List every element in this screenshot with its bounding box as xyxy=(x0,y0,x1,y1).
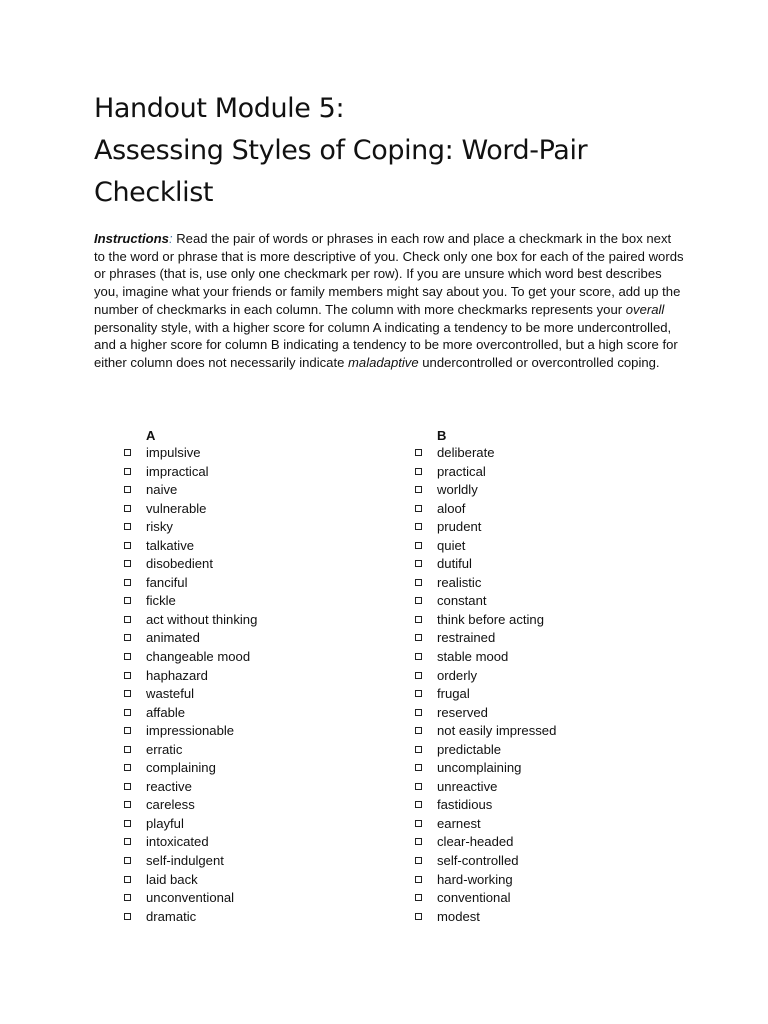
instructions-emphasis-overall: overall xyxy=(625,301,665,317)
column-a-word-label: talkative xyxy=(146,537,195,553)
checkbox[interactable] xyxy=(415,505,422,512)
column-a-word-label: haphazard xyxy=(146,667,208,683)
column-a-list-item xyxy=(122,537,382,556)
column-b-list-item xyxy=(413,871,673,890)
column-b-list-item xyxy=(413,629,673,648)
column-b-list-item xyxy=(413,648,673,667)
column-a-list-item xyxy=(122,889,382,908)
column-a-list-item xyxy=(122,500,382,519)
column-a-list-item xyxy=(122,833,382,852)
checkbox[interactable] xyxy=(415,486,422,493)
column-b-list-item xyxy=(413,518,673,537)
column-a-word-label: impressionable xyxy=(146,723,235,739)
checkbox[interactable] xyxy=(124,597,131,604)
checkbox[interactable] xyxy=(415,653,422,660)
column-b-word-label: unreactive xyxy=(437,778,498,794)
column-b-header: B xyxy=(437,428,447,443)
column-a-word-label: affable xyxy=(146,704,186,720)
column-b-word-label: modest xyxy=(437,908,480,924)
checkbox[interactable] xyxy=(124,560,131,567)
checkbox[interactable] xyxy=(124,801,131,808)
instructions-text-1: Read the pair of words or phrases in each row and place a checkmark in the box next to the word or phrase that is more descriptive of you. Check only one box for each of the paired words or phrases (that is, use only one checkmark per row). If you are unsure which word best describes you, imagine what your friends or family members might say about you. To get your score, add up the number of checkmarks in each column. The column with more checkmarks represents your xyxy=(94,231,684,317)
column-a-word-label: impulsive xyxy=(146,445,201,460)
column-b-word-label: quiet xyxy=(437,537,466,553)
column-b-list-item xyxy=(413,555,673,574)
checkbox[interactable] xyxy=(415,857,422,864)
column-b-list-item xyxy=(413,889,673,908)
column-a-list-item xyxy=(122,908,382,927)
column-a-list-item xyxy=(122,648,382,667)
checkbox[interactable] xyxy=(415,709,422,716)
column-b-word-label: clear-headed xyxy=(437,834,514,850)
checkbox[interactable] xyxy=(124,449,131,456)
checkbox[interactable] xyxy=(415,727,422,734)
column-a-list-item xyxy=(122,759,382,778)
checkbox[interactable] xyxy=(124,746,131,753)
column-a-list-item xyxy=(122,629,382,648)
column-b-list-item xyxy=(413,685,673,704)
column-a-list-item xyxy=(122,555,382,574)
checkbox[interactable] xyxy=(415,634,422,641)
checkbox[interactable] xyxy=(124,672,131,679)
column-b-word-label: self-controlled xyxy=(437,853,519,869)
instructions-text-3: undercontrolled or overcontrolled coping. xyxy=(418,354,660,370)
column-b-list-item xyxy=(413,778,673,797)
checkbox[interactable] xyxy=(124,690,131,697)
column-a-word-label: disobedient xyxy=(146,556,213,572)
column-b-list-item xyxy=(413,908,673,927)
column-b-list-item xyxy=(413,741,673,760)
column-a-word-label: fanciful xyxy=(146,574,188,590)
checkbox[interactable] xyxy=(124,838,131,845)
column-a-word-label: risky xyxy=(146,519,173,535)
column-a-word-label: fickle xyxy=(146,593,176,609)
column-b-list-item xyxy=(413,815,673,834)
checkbox[interactable] xyxy=(124,653,131,660)
column-a-word-label: intoxicated xyxy=(146,834,209,850)
column-a-word-label: animated xyxy=(146,630,200,646)
column-a-word-label: erratic xyxy=(146,741,183,757)
column-a-list-item xyxy=(122,778,382,797)
checkbox[interactable] xyxy=(415,542,422,549)
checkbox[interactable] xyxy=(415,876,422,883)
checkbox[interactable] xyxy=(124,894,131,901)
checkbox[interactable] xyxy=(415,579,422,586)
column-b-list xyxy=(413,444,673,926)
column-a-list-item xyxy=(122,592,382,611)
column-a-list xyxy=(122,444,382,926)
column-b-list-item xyxy=(413,722,673,741)
column-b-word-label: frugal xyxy=(437,686,470,702)
column-a-list-item xyxy=(122,611,382,630)
checkbox[interactable] xyxy=(124,913,131,920)
title-line-1: Handout Module 5: xyxy=(94,93,345,124)
column-a-word-label: careless xyxy=(146,797,195,813)
column-a-word-label: laid back xyxy=(146,871,198,887)
checkbox[interactable] xyxy=(415,523,422,530)
column-a-list-item xyxy=(122,741,382,760)
column-b-word-label: reserved xyxy=(437,704,488,720)
checkbox[interactable] xyxy=(124,783,131,790)
checkbox[interactable] xyxy=(124,727,131,734)
column-b-list-item xyxy=(413,759,673,778)
column-b-list-item xyxy=(413,444,673,463)
column-a-list-item xyxy=(122,796,382,815)
column-b-word-label: stable mood xyxy=(437,649,509,665)
checkbox[interactable] xyxy=(415,560,422,567)
column-b-word-label: hard-working xyxy=(437,871,513,887)
checkbox[interactable] xyxy=(415,672,422,679)
checkbox[interactable] xyxy=(124,542,131,549)
column-a-list-item xyxy=(122,871,382,890)
column-b-word-label: predictable xyxy=(437,741,502,757)
column-b-word-label: constant xyxy=(437,593,487,609)
column-b-list-item xyxy=(413,667,673,686)
checkbox[interactable] xyxy=(415,468,422,475)
column-a-list-item xyxy=(122,704,382,723)
instructions-label: Instructions xyxy=(94,231,169,246)
column-b-word-label: aloof xyxy=(437,500,466,516)
checkbox[interactable] xyxy=(124,505,131,512)
column-a-list-item xyxy=(122,685,382,704)
checkbox[interactable] xyxy=(415,894,422,901)
checkbox[interactable] xyxy=(415,820,422,827)
checkbox[interactable] xyxy=(124,709,131,716)
column-a-word-label: complaining xyxy=(146,760,216,776)
column-b-word-label: earnest xyxy=(437,815,481,831)
column-b-word-label: fastidious xyxy=(437,797,493,813)
column-b-list-item xyxy=(413,592,673,611)
column-b-word-label: dutiful xyxy=(437,556,472,572)
column-a-list-item xyxy=(122,518,382,537)
column-b-list-item xyxy=(413,704,673,723)
column-b-word-label: think before acting xyxy=(437,611,545,627)
checkbox[interactable] xyxy=(415,597,422,604)
column-b-list-item xyxy=(413,481,673,500)
column-b-list-item xyxy=(413,500,673,519)
column-b-word-label: orderly xyxy=(437,667,478,683)
column-b-word-label: not easily impressed xyxy=(437,723,557,739)
column-a-list-item xyxy=(122,463,382,482)
checkbox[interactable] xyxy=(124,764,131,771)
column-b-list-item xyxy=(413,537,673,556)
checkbox[interactable] xyxy=(415,783,422,790)
checkbox[interactable] xyxy=(124,820,131,827)
column-a-word-label: reactive xyxy=(146,778,192,794)
checkbox[interactable] xyxy=(124,616,131,623)
checkbox[interactable] xyxy=(415,616,422,623)
column-b-word-label: practical xyxy=(437,463,486,479)
checkbox[interactable] xyxy=(124,857,131,864)
column-b-word-label: deliberate xyxy=(437,445,495,460)
column-b-word-label: conventional xyxy=(437,890,511,906)
column-a-word-label: dramatic xyxy=(146,908,197,924)
column-b-list-item xyxy=(413,463,673,482)
checkbox[interactable] xyxy=(415,690,422,697)
checkbox[interactable] xyxy=(415,913,422,920)
checkbox[interactable] xyxy=(124,486,131,493)
checkbox[interactable] xyxy=(415,801,422,808)
checkbox[interactable] xyxy=(415,764,422,771)
instructions-text-2: personality style, with a higher score for column A indicating a tendency to be more undercontrolled, and a higher score for column B indicating a tendency to be more overcontrolled, but a high score for either column does not necessarily indicate xyxy=(94,319,678,370)
column-b-list-item xyxy=(413,611,673,630)
page-title xyxy=(94,88,694,214)
column-a-list-item xyxy=(122,722,382,741)
checkbox[interactable] xyxy=(124,579,131,586)
checkbox[interactable] xyxy=(124,523,131,530)
column-a-word-label: impractical xyxy=(146,463,209,479)
column-a-word-label: naive xyxy=(146,482,178,498)
column-a-header: A xyxy=(146,428,156,443)
column-a-word-label: wasteful xyxy=(146,686,195,702)
column-a-word-label: vulnerable xyxy=(146,500,207,516)
instructions-emphasis-maladaptive: maladaptive xyxy=(348,354,419,370)
column-b-list-item xyxy=(413,833,673,852)
checkbox[interactable] xyxy=(415,746,422,753)
column-a-word-label: self-indulgent xyxy=(146,853,224,869)
checkbox[interactable] xyxy=(415,838,422,845)
column-b-list-item xyxy=(413,852,673,871)
column-a-list-item xyxy=(122,481,382,500)
title-line-2: Assessing Styles of Coping: Word-Pair xyxy=(94,135,588,166)
column-a-word-label: playful xyxy=(146,815,184,831)
checkbox[interactable] xyxy=(124,876,131,883)
column-a-list-item xyxy=(122,667,382,686)
column-a-list-item xyxy=(122,852,382,871)
column-a-word-label: act without thinking xyxy=(146,611,258,627)
column-b-word-label: prudent xyxy=(437,519,482,535)
column-a-word-label: changeable mood xyxy=(146,649,251,665)
column-b-word-label: restrained xyxy=(437,630,496,646)
column-b-word-label: uncomplaining xyxy=(437,760,522,776)
checkbox[interactable] xyxy=(124,634,131,641)
title-line-3: Checklist xyxy=(94,177,214,208)
column-b-word-label: worldly xyxy=(437,482,478,498)
column-a-list-item xyxy=(122,815,382,834)
checkbox[interactable] xyxy=(124,468,131,475)
column-b-list-item xyxy=(413,796,673,815)
column-b-list-item xyxy=(413,574,673,593)
checkbox[interactable] xyxy=(415,449,422,456)
column-a-word-label: unconventional xyxy=(146,890,235,906)
instructions-colon: : xyxy=(168,231,173,246)
column-a-list-item xyxy=(122,444,382,463)
column-a-list-item xyxy=(122,574,382,593)
instructions-paragraph xyxy=(94,230,684,372)
column-b-word-label: realistic xyxy=(437,574,482,590)
